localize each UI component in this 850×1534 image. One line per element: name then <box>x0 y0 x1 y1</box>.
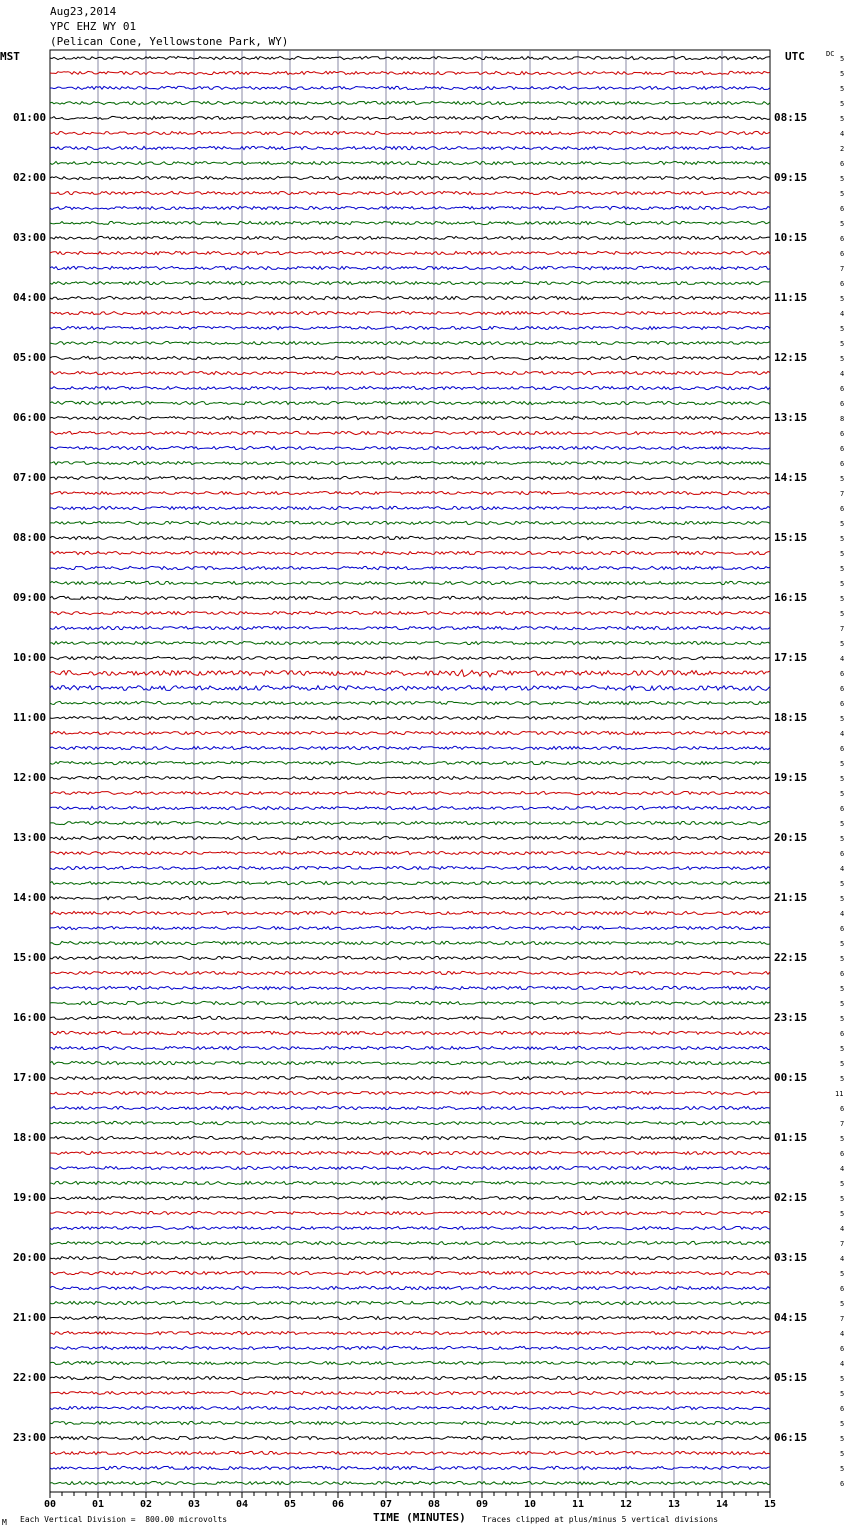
seismic-trace <box>50 1092 770 1095</box>
dc-offset-value: 5 <box>840 475 845 483</box>
seismic-trace <box>50 881 770 884</box>
dc-offset-value: 4 <box>840 730 845 738</box>
seismic-trace <box>50 731 770 734</box>
dc-offset-value: 5 <box>840 100 845 108</box>
dc-offset-value: 6 <box>840 460 845 468</box>
dc-offset-value: 6 <box>840 280 845 288</box>
left-hour-label: 11:00 <box>13 711 47 724</box>
right-hour-label: 14:15 <box>774 471 808 484</box>
dc-offset-value: 5 <box>840 1435 845 1443</box>
x-tick-label: 09 <box>475 1499 489 1510</box>
dc-offset-value: 6 <box>840 970 845 978</box>
left-hour-label: 12:00 <box>13 771 47 784</box>
seismic-trace <box>50 701 770 704</box>
dc-offset-value: 6 <box>840 250 845 258</box>
dc-offset-value: 6 <box>840 1345 845 1353</box>
dc-offset-value: 5 <box>840 550 845 558</box>
dc-offset-value: 5 <box>840 1210 845 1218</box>
seismic-trace <box>50 866 770 869</box>
seismic-trace <box>50 1241 770 1244</box>
dc-offset-value: 5 <box>840 985 845 993</box>
seismic-trace <box>50 1016 770 1019</box>
x-tick-label: 06 <box>331 1499 345 1510</box>
left-timezone-label: MST <box>0 50 20 63</box>
left-hour-label: 08:00 <box>13 531 47 544</box>
seismic-trace <box>50 581 770 584</box>
dc-offset-value: 7 <box>840 625 845 633</box>
seismic-trace <box>50 1046 770 1049</box>
dc-offset-value: 5 <box>840 220 845 228</box>
seismic-trace <box>50 506 770 509</box>
seismic-trace <box>50 1406 770 1409</box>
seismic-trace <box>50 221 770 224</box>
right-hour-label: 03:15 <box>774 1251 808 1264</box>
x-tick-label: 15 <box>763 1499 777 1510</box>
seismic-trace <box>50 641 770 644</box>
seismic-trace <box>50 356 770 359</box>
dc-offset-value: 5 <box>840 1270 845 1278</box>
seismic-trace <box>50 1061 770 1064</box>
seismic-trace <box>50 986 770 989</box>
dc-offset-value: 5 <box>840 835 845 843</box>
seismic-trace <box>50 716 770 719</box>
dc-offset-value: 6 <box>840 400 845 408</box>
x-tick-label: 11 <box>571 1499 585 1510</box>
right-hour-label: 01:15 <box>774 1131 808 1144</box>
dc-offset-value: 6 <box>840 235 845 243</box>
dc-offset-value: 5 <box>840 1195 845 1203</box>
seismic-trace <box>50 401 770 404</box>
seismic-trace <box>50 101 770 104</box>
seismic-trace <box>50 176 770 179</box>
x-tick-label: 03 <box>187 1499 201 1510</box>
seismic-trace <box>50 626 770 629</box>
x-tick-label: 07 <box>379 1499 393 1510</box>
seismic-trace <box>50 146 770 149</box>
seismic-trace <box>50 911 770 914</box>
right-hour-label: 17:15 <box>774 651 808 664</box>
dc-offset-value: 5 <box>840 955 845 963</box>
seismic-trace <box>50 161 770 164</box>
dc-offset-value: 5 <box>840 895 845 903</box>
dc-header: DC <box>826 50 835 58</box>
dc-offset-value: 4 <box>840 1165 845 1173</box>
dc-offset-value: 6 <box>840 445 845 453</box>
left-hour-label: 22:00 <box>13 1371 47 1384</box>
seismic-trace <box>50 971 770 974</box>
dc-offset-value: 5 <box>840 565 845 573</box>
seismic-trace <box>50 1301 770 1304</box>
x-tick-label: 01 <box>91 1499 105 1510</box>
dc-offset-value: 5 <box>840 715 845 723</box>
seismic-trace <box>50 311 770 314</box>
seismic-trace <box>50 1106 770 1109</box>
x-tick-label: 13 <box>667 1499 681 1510</box>
left-hour-label: 10:00 <box>13 651 47 664</box>
seismic-trace <box>50 657 770 660</box>
dc-offset-value: 4 <box>840 865 845 873</box>
seismic-trace <box>50 461 770 464</box>
left-hour-label: 02:00 <box>13 171 47 184</box>
dc-offset-value: 5 <box>840 1375 845 1383</box>
dc-offset-value: 5 <box>840 115 845 123</box>
dc-offset-value: 4 <box>840 1255 845 1263</box>
right-hour-label: 04:15 <box>774 1311 808 1324</box>
dc-offset-value: 6 <box>840 805 845 813</box>
seismic-trace <box>50 1346 770 1349</box>
seismic-trace <box>50 1451 770 1454</box>
seismic-trace <box>50 476 770 479</box>
x-tick-label: 14 <box>715 1499 729 1510</box>
right-hour-label: 23:15 <box>774 1011 808 1024</box>
dc-offset-value: 5 <box>840 520 845 528</box>
seismic-trace <box>50 536 770 539</box>
dc-offset-value: 5 <box>840 325 845 333</box>
right-hour-label: 02:15 <box>774 1191 808 1204</box>
right-hour-label: 12:15 <box>774 351 808 364</box>
seismic-trace <box>50 371 770 374</box>
dc-offset-value: 4 <box>840 1360 845 1368</box>
dc-offset-value: 6 <box>840 1285 845 1293</box>
dc-offset-value: 7 <box>840 1315 845 1323</box>
dc-offset-value: 5 <box>840 1450 845 1458</box>
right-timezone-label: UTC <box>785 50 805 63</box>
dc-offset-value: 4 <box>840 370 845 378</box>
dc-offset-value: 6 <box>840 685 845 693</box>
clip-note: Traces clipped at plus/minus 5 vertical divisions <box>482 1515 719 1524</box>
seismic-trace <box>50 611 770 614</box>
x-axis-label: TIME (MINUTES) <box>373 1511 466 1524</box>
seismic-trace <box>50 191 770 194</box>
seismic-trace <box>50 1166 770 1169</box>
dc-offset-value: 6 <box>840 430 845 438</box>
dc-offset-value: 7 <box>840 265 845 273</box>
dc-offset-value: 5 <box>840 1000 845 1008</box>
left-hour-label: 18:00 <box>13 1131 47 1144</box>
seismic-trace <box>50 1436 770 1439</box>
seismic-trace <box>50 686 770 691</box>
dc-offset-value: 5 <box>840 1390 845 1398</box>
dc-offset-value: 5 <box>840 355 845 363</box>
dc-offset-value: 6 <box>840 1105 845 1113</box>
dc-offset-value: 6 <box>840 850 845 858</box>
dc-offset-value: 5 <box>840 1075 845 1083</box>
seismic-trace <box>50 1481 770 1484</box>
dc-offset-value: 6 <box>840 700 845 708</box>
seismic-trace <box>50 670 770 677</box>
seismic-trace <box>50 821 770 824</box>
right-hour-label: 18:15 <box>774 711 808 724</box>
seismic-trace <box>50 251 770 254</box>
left-hour-label: 17:00 <box>13 1071 47 1084</box>
left-hour-label: 16:00 <box>13 1011 47 1024</box>
seismic-trace <box>50 1196 770 1199</box>
station-id: YPC EHZ WY 01 <box>50 20 137 33</box>
seismic-trace <box>50 836 770 839</box>
dc-offset-value: 5 <box>840 340 845 348</box>
seismic-trace <box>50 851 770 854</box>
seismic-trace <box>50 1136 770 1139</box>
right-hour-label: 20:15 <box>774 831 808 844</box>
right-hour-label: 15:15 <box>774 531 808 544</box>
dc-offset-value: 6 <box>840 205 845 213</box>
dc-offset-value: 6 <box>840 1405 845 1413</box>
dc-offset-value: 5 <box>840 295 845 303</box>
dc-offset-value: 6 <box>840 160 845 168</box>
seismic-trace <box>50 1121 770 1124</box>
seismic-trace <box>50 1001 770 1004</box>
dc-offset-value: 5 <box>840 175 845 183</box>
plot-frame <box>50 50 770 1492</box>
seismic-trace <box>50 326 770 329</box>
left-hour-label: 06:00 <box>13 411 47 424</box>
seismic-trace <box>50 1151 770 1154</box>
seismic-trace <box>50 521 770 524</box>
left-hour-label: 04:00 <box>13 291 47 304</box>
dc-offset-value: 5 <box>840 1135 845 1143</box>
seismic-trace <box>50 956 770 959</box>
seismic-trace <box>50 416 770 419</box>
right-hour-label: 09:15 <box>774 171 808 184</box>
dc-offset-value: 8 <box>840 415 845 423</box>
right-hour-label: 10:15 <box>774 231 808 244</box>
seismic-trace <box>50 926 770 929</box>
seismic-trace <box>50 551 770 554</box>
left-hour-label: 01:00 <box>13 111 47 124</box>
dc-offset-value: 5 <box>840 1300 845 1308</box>
dc-offset-value: 5 <box>840 1060 845 1068</box>
seismic-trace <box>50 1466 770 1469</box>
dc-offset-value: 2 <box>840 145 845 153</box>
dc-offset-value: 5 <box>840 1420 845 1428</box>
dc-offset-value: 4 <box>840 655 845 663</box>
seismic-trace <box>50 206 770 209</box>
right-hour-label: 13:15 <box>774 411 808 424</box>
dc-offset-value: 5 <box>840 790 845 798</box>
dc-offset-value: 5 <box>840 535 845 543</box>
dc-offset-value: 5 <box>840 610 845 618</box>
x-tick-label: 02 <box>139 1499 153 1510</box>
chart-date: Aug23,2014 <box>50 5 117 18</box>
seismic-trace <box>50 296 770 299</box>
dc-offset-value: 5 <box>840 880 845 888</box>
dc-offset-value: 5 <box>840 1465 845 1473</box>
left-hour-label: 07:00 <box>13 471 47 484</box>
seismic-trace <box>50 1256 770 1259</box>
left-hour-label: 21:00 <box>13 1311 47 1324</box>
seismic-trace <box>50 1271 770 1274</box>
dc-offset-value: 4 <box>840 1225 845 1233</box>
right-hour-label: 00:15 <box>774 1071 808 1084</box>
seismic-trace <box>50 71 770 74</box>
left-hour-label: 20:00 <box>13 1251 47 1264</box>
seismic-trace <box>50 56 770 59</box>
dc-offset-value: 5 <box>840 1180 845 1188</box>
left-hour-label: 09:00 <box>13 591 47 604</box>
right-hour-label: 08:15 <box>774 111 808 124</box>
x-tick-label: 10 <box>523 1499 537 1510</box>
seismic-trace <box>50 761 770 764</box>
dc-offset-value: 5 <box>840 1045 845 1053</box>
seismic-trace <box>50 491 770 494</box>
seismic-trace <box>50 446 770 449</box>
right-hour-label: 16:15 <box>774 591 808 604</box>
left-hour-label: 15:00 <box>13 951 47 964</box>
dc-offset-value: 5 <box>840 85 845 93</box>
dc-offset-value: 5 <box>840 55 845 63</box>
scale-note: Each Vertical Division = 800.00 microvolts <box>20 1515 228 1524</box>
dc-offset-value: 5 <box>840 1015 845 1023</box>
seismic-trace <box>50 791 770 794</box>
seismic-trace <box>50 746 770 749</box>
seismic-trace <box>50 896 770 899</box>
left-hour-label: 05:00 <box>13 351 47 364</box>
dc-offset-value: 5 <box>840 70 845 78</box>
right-hour-label: 06:15 <box>774 1431 808 1444</box>
dc-offset-value: 6 <box>840 1480 845 1488</box>
dc-offset-value: 4 <box>840 910 845 918</box>
dc-offset-value: 5 <box>840 760 845 768</box>
seismic-trace <box>50 1211 770 1214</box>
left-hour-label: 14:00 <box>13 891 47 904</box>
x-tick-label: 00 <box>43 1499 57 1510</box>
footer-left-mark: M <box>2 1518 7 1527</box>
dc-offset-value: 5 <box>840 595 845 603</box>
dc-offset-value: 6 <box>840 1150 845 1158</box>
seismic-trace <box>50 236 770 239</box>
dc-offset-value: 4 <box>840 1330 845 1338</box>
seismic-trace <box>50 386 770 389</box>
dc-offset-value: 4 <box>840 130 845 138</box>
dc-offset-value: 5 <box>840 640 845 648</box>
dc-offset-value: 5 <box>840 775 845 783</box>
dc-offset-value: 7 <box>840 1120 845 1128</box>
left-hour-label: 23:00 <box>13 1431 47 1444</box>
dc-offset-value: 6 <box>840 925 845 933</box>
dc-offset-value: 11 <box>835 1090 844 1098</box>
seismic-trace <box>50 1376 770 1379</box>
seismic-trace <box>50 1331 770 1334</box>
right-hour-label: 21:15 <box>774 891 808 904</box>
seismic-trace <box>50 131 770 134</box>
seismic-trace <box>50 341 770 344</box>
seismic-trace <box>50 116 770 119</box>
dc-offset-value: 5 <box>840 580 845 588</box>
dc-offset-value: 6 <box>840 745 845 753</box>
x-tick-label: 12 <box>619 1499 633 1510</box>
dc-offset-value: 5 <box>840 940 845 948</box>
seismic-trace <box>50 1031 770 1034</box>
seismic-trace <box>50 776 770 779</box>
seismic-trace <box>50 806 770 809</box>
seismic-trace <box>50 596 770 599</box>
seismic-trace <box>50 941 770 944</box>
dc-offset-value: 4 <box>840 310 845 318</box>
left-hour-label: 03:00 <box>13 231 47 244</box>
dc-offset-value: 7 <box>840 490 845 498</box>
dc-offset-value: 6 <box>840 385 845 393</box>
seismic-trace <box>50 1076 770 1079</box>
seismic-trace <box>50 86 770 89</box>
x-tick-label: 05 <box>283 1499 297 1510</box>
dc-offset-value: 5 <box>840 820 845 828</box>
x-tick-label: 04 <box>235 1499 249 1510</box>
seismic-trace <box>50 1286 770 1289</box>
seismic-trace <box>50 281 770 284</box>
dc-offset-value: 6 <box>840 670 845 678</box>
x-tick-label: 08 <box>427 1499 441 1510</box>
seismic-trace <box>50 1316 770 1319</box>
seismic-trace <box>50 1421 770 1424</box>
seismic-trace <box>50 1391 770 1394</box>
right-hour-label: 05:15 <box>774 1371 808 1384</box>
right-hour-label: 19:15 <box>774 771 808 784</box>
dc-offset-value: 7 <box>840 1240 845 1248</box>
seismic-trace <box>50 1361 770 1364</box>
dc-offset-value: 5 <box>840 190 845 198</box>
station-location: (Pelican Cone, Yellowstone Park, WY) <box>50 35 289 48</box>
seismic-trace <box>50 1181 770 1184</box>
left-hour-label: 19:00 <box>13 1191 47 1204</box>
right-hour-label: 11:15 <box>774 291 808 304</box>
right-hour-label: 22:15 <box>774 951 808 964</box>
seismic-trace <box>50 431 770 434</box>
seismic-trace <box>50 1226 770 1229</box>
seismic-trace <box>50 566 770 569</box>
left-hour-label: 13:00 <box>13 831 47 844</box>
dc-offset-value: 6 <box>840 1030 845 1038</box>
seismic-trace <box>50 266 770 269</box>
dc-offset-value: 6 <box>840 505 845 513</box>
